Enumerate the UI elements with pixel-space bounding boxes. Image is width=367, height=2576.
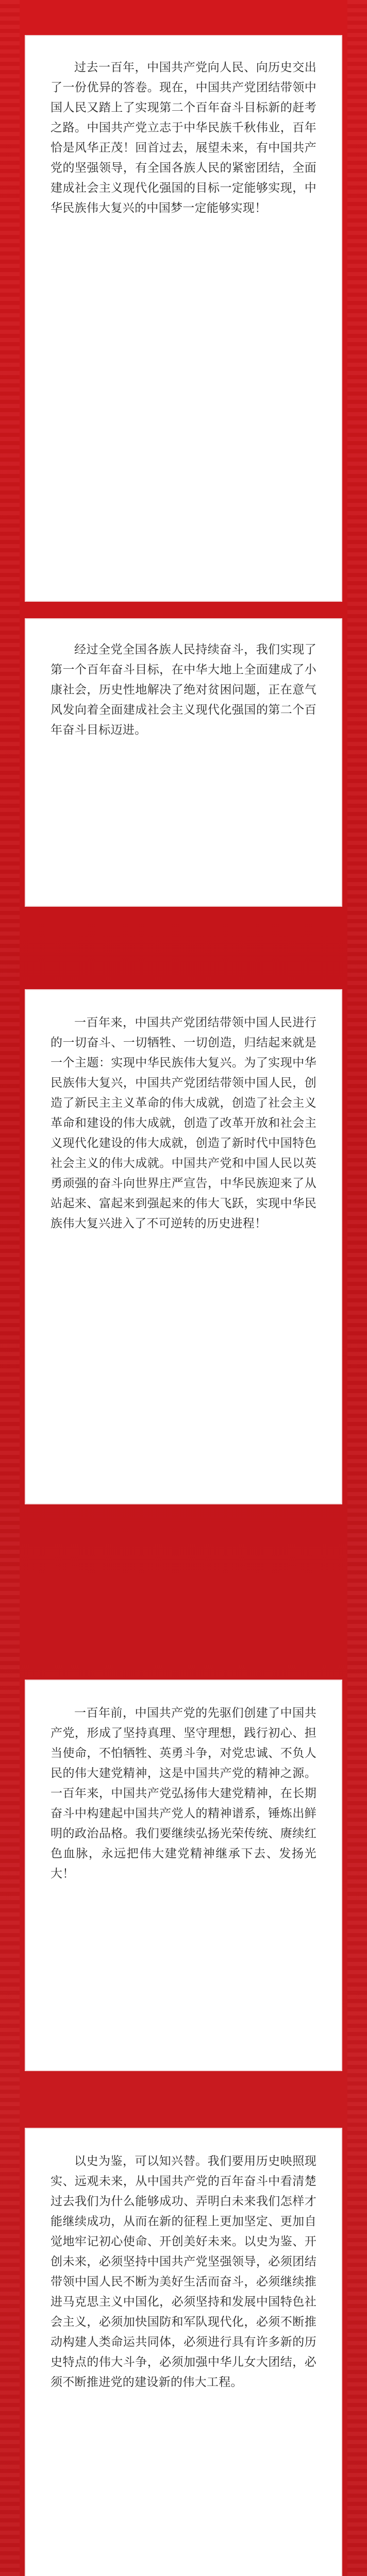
paragraph-5: 以史为鉴，可以知兴替。我们要用历史映照现实、远观未来，从中国共产党的百年奋斗中看清楚过去我们为什么能够成功、弄明白未来我们怎样才能继续成功，从而在新的征程上更加坚定、更加自觉地牢记初心使命、开创美好未来。以史为鉴、开创未来，必须坚持中国共产党坚强领导，必须团结带领中国人民不断为美好生活而奋斗，必须继续推进马克思主义中国化，必须坚持和发展中国特色社会主义，必须加快国防和军队现代化，必须不断推动构建人类命运共同体，必须进行具有许多新的历史特点的伟大斗争，必须加强中华儿女大团结，必须不断推进党的建设新的伟大工程。 [51,2155,316,2389]
text-card-3 [25,989,342,1504]
right-border-pattern [347,0,367,2576]
text-card-2 [25,618,342,907]
paragraph-2: 经过全党全国各族人民持续奋斗，我们实现了第一个百年奋斗目标，在中华大地上全面建成了小康社会，历史性地解决了绝对贫困问题，正在意气风发向着全面建成社会主义现代化强国的第二个百年奋斗目标迈进。 [51,643,316,737]
text-card-4 [25,1680,342,2071]
text-card-1 [25,35,342,602]
paragraph-1: 过去一百年，中国共产党向人民、向历史交出了一份优异的答卷。现在，中国共产党团结带领中国人民又踏上了实现第二个百年奋斗目标新的赶考之路。中国共产党立志于中华民族千秋伟业，百年恰是风华正茂！回首过去，展望未来，有中国共产党的坚强领导，有全国各族人民的紧密团结，全面建成社会主义现代化强国的目标一定能够实现，中华民族伟大复兴的中国梦一定能够实现！ [51,61,316,215]
paragraph-4: 一百年前，中国共产党的先驱们创建了中国共产党，形成了坚持真理、坚守理想，践行初心、担当使命，不怕牺牲、英勇斗争，对党忠诚、不负人民的伟大建党精神，这是中国共产党的精神之源。一百年来，中国共产党弘扬伟大建党精神，在长期奋斗中构建起中国共产党人的精神谱系，锤炼出鲜明的政治品格。我们要继续弘扬光荣传统、赓续红色血脉，永远把伟大建党精神继承下去、发扬光大！ [51,1706,316,1880]
paragraph-3: 一百年来，中国共产党团结带领中国人民进行的一切奋斗、一切牺牲、一切创造，归结起来就是一个主题：实现中华民族伟大复兴。为了实现中华民族伟大复兴，中国共产党团结带领中国人民，创造了新民主主义革命的伟大成就，创造了社会主义革命和建设的伟大成就，创造了改革开放和社会主义现代化建设的伟大成就，创造了新时代中国特色社会主义的伟大成就。中国共产党和中国人民以英勇顽强的奋斗向世界庄严宣告，中华民族迎来了从站起来、富起来到强起来的伟大飞跃，实现中华民族伟大复兴进入了不可逆转的历史进程！ [51,1016,316,1230]
left-border-pattern [0,0,20,2576]
text-card-5 [25,2128,342,2576]
